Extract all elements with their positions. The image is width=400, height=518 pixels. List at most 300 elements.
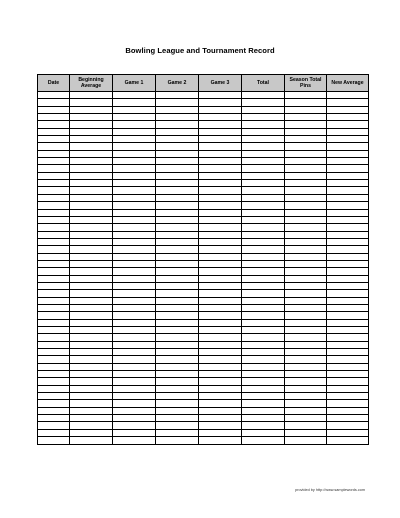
table-cell — [113, 121, 156, 128]
table-cell — [113, 319, 156, 326]
table-cell — [70, 143, 113, 150]
table-cell — [70, 349, 113, 356]
table-cell — [156, 407, 199, 414]
table-cell — [327, 341, 369, 348]
table-cell — [327, 407, 369, 414]
table-cell — [199, 246, 242, 253]
table-cell — [156, 312, 199, 319]
table-cell — [285, 187, 327, 194]
table-cell — [327, 194, 369, 201]
table-cell — [70, 437, 113, 444]
table-cell — [242, 99, 285, 106]
table-cell — [285, 92, 327, 99]
table-cell — [70, 415, 113, 422]
table-cell — [327, 260, 369, 267]
table-cell — [242, 231, 285, 238]
table-row — [38, 349, 369, 356]
table-cell — [38, 106, 70, 113]
table-cell — [199, 290, 242, 297]
table-cell — [285, 319, 327, 326]
table-cell — [199, 385, 242, 392]
table-cell — [156, 275, 199, 282]
table-cell — [327, 231, 369, 238]
table-cell — [113, 290, 156, 297]
table-row — [38, 172, 369, 179]
table-cell — [327, 363, 369, 370]
table-cell — [199, 209, 242, 216]
table-cell — [113, 407, 156, 414]
table-cell — [199, 253, 242, 260]
table-row — [38, 415, 369, 422]
table-row — [38, 275, 369, 282]
record-table — [37, 74, 369, 445]
table-cell — [285, 327, 327, 334]
table-cell — [38, 341, 70, 348]
table-cell — [70, 341, 113, 348]
table-row — [38, 202, 369, 209]
table-cell — [199, 224, 242, 231]
table-cell — [285, 297, 327, 304]
table-cell — [38, 327, 70, 334]
table-cell — [327, 349, 369, 356]
table-cell — [285, 349, 327, 356]
table-cell — [113, 363, 156, 370]
table-cell — [242, 121, 285, 128]
table-row — [38, 136, 369, 143]
table-row — [38, 429, 369, 436]
table-cell — [285, 143, 327, 150]
table-cell — [38, 356, 70, 363]
table-cell — [70, 260, 113, 267]
table-cell — [38, 92, 70, 99]
table-row — [38, 238, 369, 245]
table-row — [38, 268, 369, 275]
table-row — [38, 121, 369, 128]
table-cell — [113, 136, 156, 143]
table-cell — [327, 216, 369, 223]
table-cell — [327, 268, 369, 275]
table-cell — [70, 334, 113, 341]
table-row — [38, 319, 369, 326]
table-cell — [38, 275, 70, 282]
table-cell — [70, 136, 113, 143]
table-cell — [327, 400, 369, 407]
table-cell — [70, 180, 113, 187]
table-cell — [70, 187, 113, 194]
table-cell — [113, 106, 156, 113]
table-cell — [327, 334, 369, 341]
table-cell — [285, 304, 327, 311]
table-cell — [38, 385, 70, 392]
table-cell — [70, 319, 113, 326]
table-cell — [327, 99, 369, 106]
table-cell — [113, 422, 156, 429]
table-cell — [285, 290, 327, 297]
table-cell — [285, 194, 327, 201]
table-cell — [285, 312, 327, 319]
table-cell — [242, 312, 285, 319]
table-cell — [113, 172, 156, 179]
table-cell — [199, 282, 242, 289]
table-cell — [327, 275, 369, 282]
table-cell — [113, 400, 156, 407]
table-row — [38, 158, 369, 165]
table-cell — [38, 143, 70, 150]
table-cell — [285, 150, 327, 157]
table-cell — [156, 363, 199, 370]
table-cell — [70, 106, 113, 113]
table-cell — [199, 356, 242, 363]
table-cell — [242, 437, 285, 444]
table-cell — [156, 268, 199, 275]
table-cell — [113, 128, 156, 135]
table-cell — [199, 400, 242, 407]
table-cell — [156, 128, 199, 135]
table-cell — [327, 150, 369, 157]
table-cell — [327, 385, 369, 392]
table-cell — [285, 385, 327, 392]
table-cell — [38, 400, 70, 407]
table-cell — [38, 415, 70, 422]
table-cell — [199, 363, 242, 370]
table-cell — [70, 224, 113, 231]
table-cell — [199, 187, 242, 194]
table-cell — [70, 165, 113, 172]
table-row — [38, 187, 369, 194]
table-cell — [113, 378, 156, 385]
table-cell — [199, 180, 242, 187]
table-cell — [113, 92, 156, 99]
table-cell — [285, 121, 327, 128]
table-cell — [242, 194, 285, 201]
table-cell — [285, 165, 327, 172]
table-cell — [38, 363, 70, 370]
table-cell — [285, 180, 327, 187]
table-cell — [285, 334, 327, 341]
table-cell — [199, 415, 242, 422]
table-cell — [38, 290, 70, 297]
table-cell — [70, 216, 113, 223]
table-cell — [285, 231, 327, 238]
table-cell — [113, 415, 156, 422]
table-cell — [38, 437, 70, 444]
table-cell — [113, 371, 156, 378]
table-cell — [156, 304, 199, 311]
table-cell — [199, 341, 242, 348]
table-row — [38, 246, 369, 253]
table-cell — [285, 216, 327, 223]
table-cell — [38, 319, 70, 326]
table-cell — [242, 304, 285, 311]
table-cell — [38, 121, 70, 128]
table-cell — [199, 422, 242, 429]
table-cell — [327, 187, 369, 194]
table-row — [38, 282, 369, 289]
table-row — [38, 312, 369, 319]
table-cell — [156, 393, 199, 400]
table-cell — [156, 334, 199, 341]
column-header-total: Total — [242, 75, 285, 92]
table-cell — [285, 393, 327, 400]
table-cell — [242, 327, 285, 334]
table-cell — [327, 158, 369, 165]
table-row — [38, 114, 369, 121]
table-row — [38, 356, 369, 363]
table-row — [38, 194, 369, 201]
table-cell — [156, 349, 199, 356]
table-cell — [38, 150, 70, 157]
table-cell — [242, 349, 285, 356]
table-cell — [70, 209, 113, 216]
table-cell — [38, 136, 70, 143]
table-cell — [285, 407, 327, 414]
table-cell — [199, 327, 242, 334]
page-title: Bowling League and Tournament Record — [125, 46, 275, 55]
table-cell — [70, 158, 113, 165]
table-cell — [242, 282, 285, 289]
table-cell — [242, 128, 285, 135]
table-cell — [242, 209, 285, 216]
table-cell — [199, 143, 242, 150]
table-cell — [327, 290, 369, 297]
table-row — [38, 304, 369, 311]
table-cell — [199, 202, 242, 209]
table-cell — [70, 99, 113, 106]
table-cell — [242, 275, 285, 282]
table-cell — [199, 275, 242, 282]
table-cell — [199, 429, 242, 436]
table-cell — [113, 99, 156, 106]
table-cell — [113, 429, 156, 436]
table-cell — [38, 114, 70, 121]
table-cell — [242, 216, 285, 223]
column-header-game-2: Game 2 — [156, 75, 199, 92]
table-cell — [199, 334, 242, 341]
table-row — [38, 128, 369, 135]
table-cell — [285, 437, 327, 444]
table-cell — [38, 180, 70, 187]
table-cell — [156, 99, 199, 106]
table-cell — [113, 216, 156, 223]
table-cell — [70, 150, 113, 157]
table-cell — [156, 297, 199, 304]
table-cell — [327, 209, 369, 216]
table-cell — [156, 136, 199, 143]
table-cell — [70, 297, 113, 304]
table-cell — [70, 268, 113, 275]
table-cell — [38, 268, 70, 275]
table-cell — [70, 238, 113, 245]
table-cell — [285, 260, 327, 267]
table-cell — [156, 187, 199, 194]
table-cell — [113, 297, 156, 304]
table-cell — [70, 290, 113, 297]
table-cell — [156, 282, 199, 289]
table-cell — [70, 231, 113, 238]
table-cell — [113, 268, 156, 275]
table-cell — [199, 238, 242, 245]
table-cell — [70, 356, 113, 363]
table-cell — [38, 429, 70, 436]
table-cell — [70, 371, 113, 378]
table-row — [38, 106, 369, 113]
table-cell — [285, 238, 327, 245]
table-cell — [242, 415, 285, 422]
table-cell — [38, 128, 70, 135]
table-cell — [38, 253, 70, 260]
table-cell — [242, 114, 285, 121]
table-cell — [199, 106, 242, 113]
column-header-game-3: Game 3 — [199, 75, 242, 92]
table-cell — [199, 260, 242, 267]
table-cell — [285, 356, 327, 363]
table-cell — [113, 158, 156, 165]
table-cell — [242, 393, 285, 400]
table-cell — [199, 304, 242, 311]
table-cell — [242, 238, 285, 245]
table-cell — [285, 246, 327, 253]
table-cell — [199, 128, 242, 135]
table-cell — [156, 253, 199, 260]
table-cell — [70, 253, 113, 260]
table-cell — [156, 224, 199, 231]
table-cell — [156, 92, 199, 99]
table-cell — [242, 180, 285, 187]
table-row — [38, 371, 369, 378]
table-cell — [156, 319, 199, 326]
table-cell — [327, 378, 369, 385]
header-row — [38, 75, 369, 92]
table-cell — [242, 422, 285, 429]
table-cell — [113, 304, 156, 311]
table-cell — [285, 363, 327, 370]
table-cell — [113, 275, 156, 282]
table-cell — [242, 136, 285, 143]
table-cell — [113, 334, 156, 341]
table-cell — [285, 415, 327, 422]
table-cell — [285, 400, 327, 407]
table-cell — [199, 297, 242, 304]
table-cell — [38, 187, 70, 194]
table-cell — [70, 378, 113, 385]
table-cell — [38, 99, 70, 106]
table-cell — [38, 282, 70, 289]
table-cell — [156, 231, 199, 238]
table-cell — [156, 106, 199, 113]
table-row — [38, 341, 369, 348]
table-cell — [242, 106, 285, 113]
table-cell — [38, 238, 70, 245]
table-cell — [156, 238, 199, 245]
table-cell — [156, 143, 199, 150]
table-cell — [113, 341, 156, 348]
table-cell — [242, 407, 285, 414]
table-cell — [156, 209, 199, 216]
table-row — [38, 150, 369, 157]
table-cell — [38, 158, 70, 165]
table-cell — [285, 341, 327, 348]
table-cell — [242, 172, 285, 179]
table-cell — [38, 231, 70, 238]
table-row — [38, 407, 369, 414]
table-cell — [242, 385, 285, 392]
column-header-game-1: Game 1 — [113, 75, 156, 92]
column-header-new-average: New Average — [327, 75, 369, 92]
table-cell — [113, 385, 156, 392]
table-cell — [285, 378, 327, 385]
table-cell — [113, 253, 156, 260]
table-cell — [242, 334, 285, 341]
table-cell — [285, 275, 327, 282]
table-cell — [285, 106, 327, 113]
table-cell — [156, 114, 199, 121]
table-cell — [327, 92, 369, 99]
table-cell — [199, 99, 242, 106]
table-cell — [199, 172, 242, 179]
table-cell — [38, 349, 70, 356]
table-cell — [156, 202, 199, 209]
table-cell — [327, 246, 369, 253]
table-cell — [156, 158, 199, 165]
table-cell — [113, 238, 156, 245]
table-cell — [38, 246, 70, 253]
table-row — [38, 327, 369, 334]
table-cell — [38, 304, 70, 311]
table-cell — [70, 121, 113, 128]
table-cell — [156, 341, 199, 348]
table-cell — [113, 202, 156, 209]
table-cell — [113, 437, 156, 444]
table-cell — [327, 297, 369, 304]
table-row — [38, 92, 369, 99]
table-row — [38, 165, 369, 172]
table-cell — [156, 429, 199, 436]
table-cell — [199, 121, 242, 128]
table-cell — [327, 253, 369, 260]
table-cell — [113, 231, 156, 238]
table-cell — [113, 356, 156, 363]
table-cell — [327, 429, 369, 436]
table-cell — [113, 246, 156, 253]
table-cell — [70, 282, 113, 289]
table-cell — [327, 437, 369, 444]
table-cell — [113, 150, 156, 157]
table-cell — [113, 312, 156, 319]
table-cell — [242, 224, 285, 231]
table-cell — [199, 393, 242, 400]
table-cell — [285, 114, 327, 121]
table-row — [38, 180, 369, 187]
table-cell — [113, 143, 156, 150]
table-cell — [285, 209, 327, 216]
table-cell — [156, 180, 199, 187]
footer-credit: provided by http://www.samplewords.com — [295, 488, 365, 492]
table-cell — [285, 224, 327, 231]
table-cell — [38, 422, 70, 429]
table-cell — [285, 136, 327, 143]
table-row — [38, 378, 369, 385]
table-cell — [242, 150, 285, 157]
table-cell — [70, 275, 113, 282]
table-cell — [113, 282, 156, 289]
table-cell — [199, 136, 242, 143]
table-cell — [70, 202, 113, 209]
table-cell — [199, 437, 242, 444]
table-cell — [70, 194, 113, 201]
table-cell — [327, 121, 369, 128]
table-cell — [156, 260, 199, 267]
table-cell — [242, 290, 285, 297]
